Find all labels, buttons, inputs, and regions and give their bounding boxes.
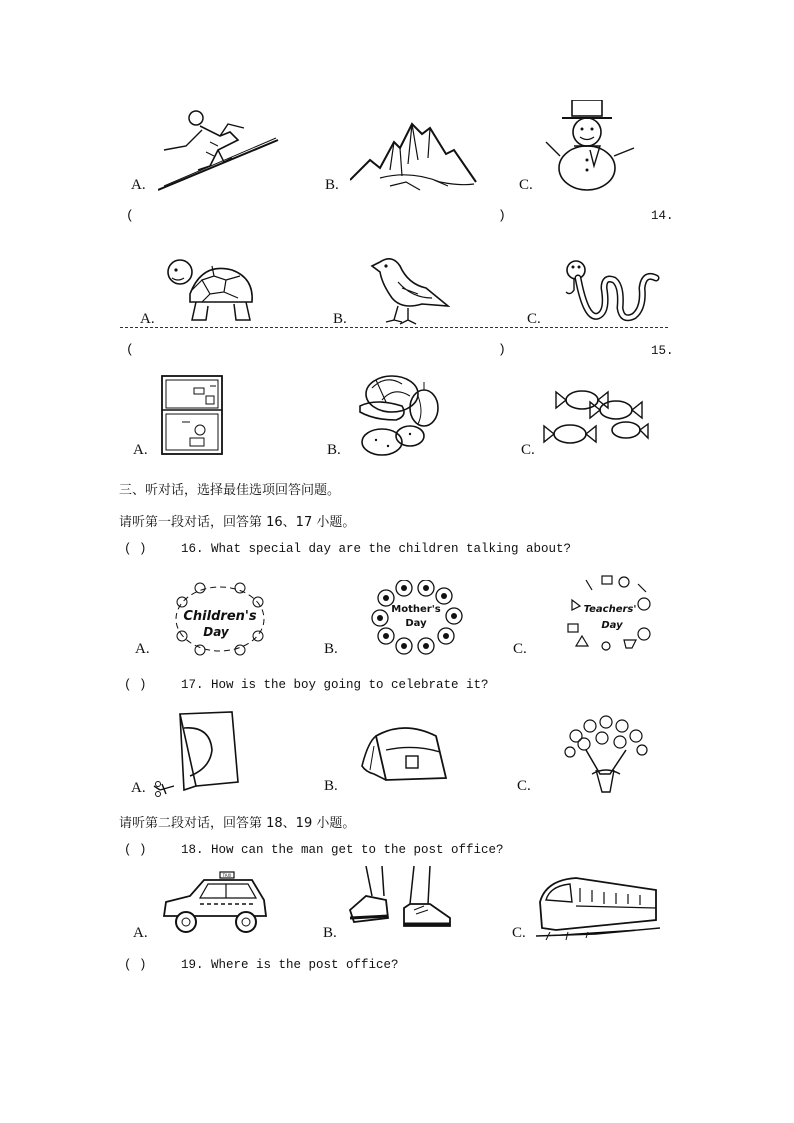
card-caption: Day bbox=[601, 620, 623, 631]
option-letter: B. bbox=[324, 778, 338, 794]
option-letter: A. bbox=[133, 925, 148, 941]
question-text: 19. Where is the post office? bbox=[181, 958, 399, 972]
option-letter: B. bbox=[333, 311, 347, 327]
divider-line bbox=[120, 327, 668, 328]
vegetables-icon bbox=[352, 372, 442, 458]
snake-icon bbox=[564, 258, 660, 326]
question-text: 16. What special day are the children talking about? bbox=[181, 542, 572, 556]
skier-icon bbox=[158, 106, 280, 192]
option-letter: A. bbox=[133, 442, 148, 458]
card-caption: Teachers' bbox=[583, 604, 637, 615]
answer-paren[interactable]: ( ) bbox=[124, 843, 147, 857]
option-letter: C. bbox=[512, 925, 526, 941]
card-icon bbox=[150, 706, 242, 798]
answer-paren-open: ( bbox=[126, 342, 134, 357]
section-heading: 三、听对话，选择最佳选项回答问题。 bbox=[119, 483, 341, 498]
question-number: 14. bbox=[651, 209, 674, 223]
card-caption: Children's bbox=[183, 609, 257, 624]
option-letter: A. bbox=[140, 311, 155, 327]
option-letter: B. bbox=[325, 177, 339, 193]
fridge-icon bbox=[160, 374, 226, 458]
option-letter: C. bbox=[513, 641, 527, 657]
option-letter: B. bbox=[324, 641, 338, 657]
card-caption: Mother's bbox=[391, 604, 441, 615]
option-letter: A. bbox=[135, 641, 150, 657]
question-text: 17. How is the boy going to celebrate it? bbox=[181, 678, 489, 692]
question-text: 18. How can the man get to the post office? bbox=[181, 843, 504, 857]
childrens-day-icon bbox=[170, 582, 270, 656]
question-number: 15. bbox=[651, 344, 674, 358]
answer-paren[interactable]: ( ) bbox=[124, 958, 147, 972]
option-letter: C. bbox=[527, 311, 541, 327]
train-icon bbox=[536, 872, 660, 942]
candy-icon bbox=[538, 386, 650, 448]
option-letter: C. bbox=[517, 778, 531, 794]
option-letter: C. bbox=[519, 177, 533, 193]
option-letter: C. bbox=[521, 442, 535, 458]
teachers-day-icon bbox=[566, 574, 654, 654]
answer-paren-close: ) bbox=[498, 208, 506, 223]
taxi-icon bbox=[160, 870, 270, 940]
option-letter: A. bbox=[131, 177, 146, 193]
answer-paren-open: ( bbox=[126, 208, 134, 223]
card-caption: Day bbox=[405, 618, 427, 629]
bird-icon bbox=[368, 254, 450, 326]
mothers-day-icon bbox=[368, 580, 464, 656]
option-letter: B. bbox=[327, 442, 341, 458]
snowman-icon bbox=[544, 100, 640, 192]
answer-paren[interactable]: ( ) bbox=[124, 678, 147, 692]
option-letter: B. bbox=[323, 925, 337, 941]
bag-icon bbox=[356, 722, 452, 784]
taxi-label: TAXI bbox=[222, 873, 232, 878]
dialog-instruction: 请听第二段对话，回答第 18、19 小题。 bbox=[119, 816, 356, 831]
card-caption: Day bbox=[203, 625, 229, 639]
dialog-instruction: 请听第一段对话，回答第 16、17 小题。 bbox=[119, 515, 356, 530]
option-letter: A. bbox=[131, 780, 146, 796]
answer-paren[interactable]: ( ) bbox=[124, 542, 147, 556]
turtle-icon bbox=[162, 258, 258, 326]
answer-paren-close: ) bbox=[498, 342, 506, 357]
flowers-icon bbox=[562, 714, 652, 794]
mountain-icon bbox=[350, 120, 478, 192]
walking-feet-icon bbox=[344, 866, 454, 940]
